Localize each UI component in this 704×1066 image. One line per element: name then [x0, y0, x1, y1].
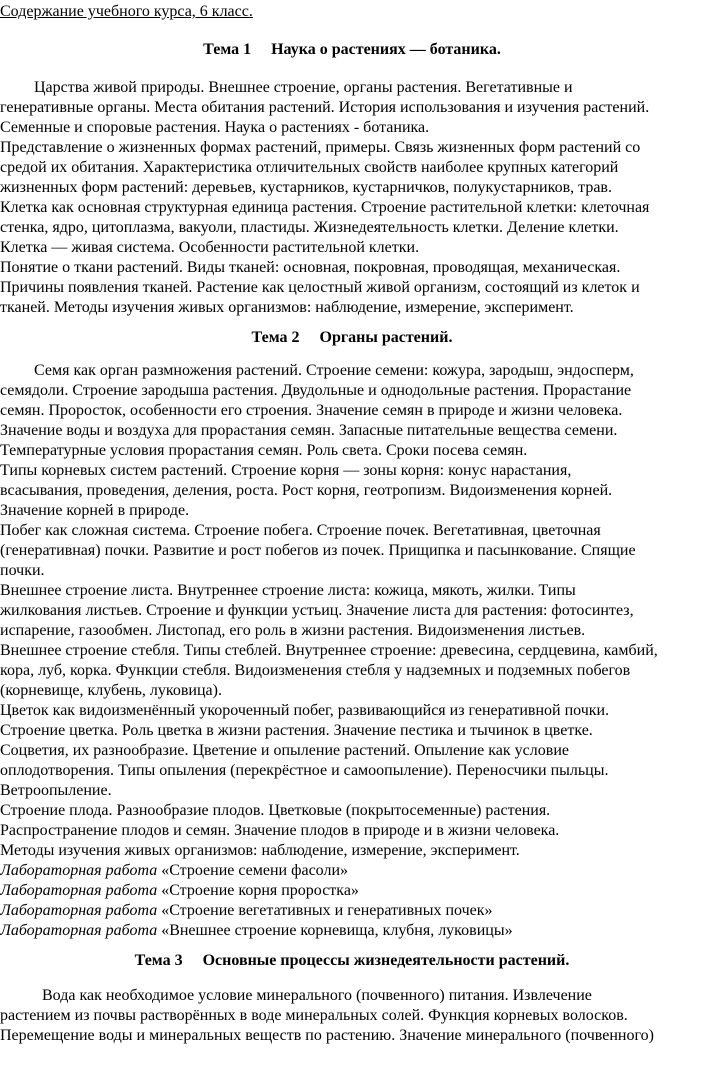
- lab-work-prefix: Лабораторная работа: [0, 862, 158, 879]
- paragraph-line: семян. Проросток, особенности его строения. Значение семян в природе и жизни человека.: [0, 402, 623, 419]
- lab-work-item: [0, 881, 359, 901]
- paragraph-line: Методы изучения живых организмов: наблюдение, измерение, эксперимент.: [0, 842, 520, 859]
- paragraph-line: семядоли. Строение зародыша растения. Двудольные и однодольные растения. Прорастание: [0, 382, 632, 399]
- paragraph-line: Царства живой природы. Внешнее строение, органы растения. Вегетативные и: [34, 79, 573, 96]
- topic-title-2: Органы растений.: [319, 329, 453, 346]
- course-title: Содержание учебного курса, 6 класс.: [0, 3, 253, 20]
- paragraph-line: Клетка — живая система. Особенности растительной клетки.: [0, 239, 420, 256]
- lab-work-title: «Строение семени фасоли»: [161, 862, 349, 879]
- paragraph-line: Перемещение воды и минеральных веществ по растению. Значение минерального (почвенного): [0, 1027, 654, 1044]
- paragraph-line: (корневище, клубень, луковица).: [0, 682, 222, 699]
- paragraph-line: жилкования листьев. Строение и функции устьиц. Значение листа для растения: фотосинтез,: [0, 602, 634, 619]
- topic-title-3: Основные процессы жизнедеятельности растений.: [202, 952, 570, 969]
- paragraph-line: тканей. Методы изучения живых организмов: наблюдение, измерение, эксперимент.: [0, 299, 574, 316]
- paragraph-line: Клетка как основная структурная единица растения. Строение растительной клетки: клеточная: [0, 199, 650, 216]
- paragraph-line: Внешнее строение стебля. Типы стеблей. Внутреннее строение: древесина, сердцевина, камбий,: [0, 642, 658, 659]
- topic-heading-2: [0, 328, 704, 348]
- paragraph-line: Вода как необходимое условие минерального (почвенного) питания. Извлечение: [42, 987, 592, 1004]
- lab-work-title: «Строение корня проростка»: [161, 882, 359, 899]
- paragraph-line: Побег как сложная система. Строение побега. Строение почек. Вегетативная, цветочная: [0, 522, 601, 539]
- lab-work-title: «Внешнее строение корневища, клубня, луковицы»: [161, 922, 513, 939]
- paragraph-line: Соцветия, их разнообразие. Цветение и опыление растений. Опыление как условие: [0, 742, 569, 759]
- topic-label-1: Тема 1: [203, 41, 252, 58]
- paragraph-line: Семя как орган размножения растений. Строение семени: кожура, зародыш, эндосперм,: [34, 362, 634, 379]
- paragraph-line: Температурные условия прорастания семян. Роль света. Сроки посева семян.: [0, 442, 528, 459]
- lab-work-item: [0, 901, 493, 921]
- paragraph-line: испарение, газообмен. Листопад, его роль в жизни растения. Видоизменения листьев.: [0, 622, 586, 639]
- paragraph-line: Распространение плодов и семян. Значение плодов в природе и в жизни человека.: [0, 822, 560, 839]
- paragraph-line: всасывания, проведения, деления, роста. Рост корня, геотропизм. Видоизменения корней.: [0, 482, 613, 499]
- lab-work-item: [0, 921, 513, 941]
- paragraph-line: стенка, ядро, цитоплазма, вакуоли, пластиды. Жизнедеятельность клетки. Деление клетки.: [0, 219, 619, 236]
- paragraph-line: почки.: [0, 562, 45, 579]
- paragraph-line: Строение цветка. Роль цветка в жизни растения. Значение пестика и тычинок в цветке.: [0, 722, 593, 739]
- lab-work-item: [0, 861, 348, 881]
- paragraph-line: Причины появления тканей. Растение как целостный живой организм, состоящий из клеток и: [0, 279, 640, 296]
- paragraph-line: Ветроопыление.: [0, 782, 112, 799]
- paragraph-line: Значение корней в природе.: [0, 502, 190, 519]
- lab-work-prefix: Лабораторная работа: [0, 922, 158, 939]
- paragraph-line: Внешнее строение листа. Внутреннее строение листа: кожица, мякоть, жилки. Типы: [0, 582, 576, 599]
- paragraph-line: Значение воды и воздуха для прорастания семян. Запасные питательные вещества семени.: [0, 422, 618, 439]
- paragraph-line: генеративные органы. Места обитания растений. История использования и изучения растений.: [0, 99, 650, 116]
- paragraph-line: жизненных форм растений: деревьев, кустарников, кустарничков, полукустарников, трав.: [0, 179, 612, 196]
- lab-work-title: «Строение вегетативных и генеративных почек»: [161, 902, 493, 919]
- paragraph-line: растением из почвы растворённых в воде минеральных солей. Функция корневых волосков.: [0, 1007, 628, 1024]
- paragraph-line: кора, луб, корка. Функции стебля. Видоизменения стебля у надземных и подземных побегов: [0, 662, 631, 679]
- topic-title-1: Наука о растениях — ботаника.: [271, 41, 501, 58]
- paragraph-line: оплодотворения. Типы опыления (перекрёстное и самоопыление). Переносчики пыльцы.: [0, 762, 609, 779]
- topic-label-3: Тема 3: [134, 952, 183, 969]
- paragraph-line: Цветок как видоизменённый укороченный побег, развивающийся из генеративной почки.: [0, 702, 610, 719]
- paragraph-line: Семенные и споровые растения. Наука о растениях - ботаника.: [0, 119, 430, 136]
- paragraph-line: Типы корневых систем растений. Строение корня — зоны корня: конус нарастания,: [0, 462, 572, 479]
- paragraph-line: Понятие о ткани растений. Виды тканей: основная, покровная, проводящая, механическая.: [0, 259, 621, 276]
- topic-heading-1: [0, 40, 704, 60]
- paragraph-line: (генеративная) почки. Развитие и рост побегов из почек. Прищипка и пасынкование. Спящие: [0, 542, 636, 559]
- paragraph-line: средой их обитания. Характеристика отличительных свойств наиболее крупных категорий: [0, 159, 619, 176]
- topic-label-2: Тема 2: [251, 329, 300, 346]
- lab-work-prefix: Лабораторная работа: [0, 882, 158, 899]
- paragraph-line: Представление о жизненных формах растений, примеры. Связь жизненных форм растений со: [0, 139, 641, 156]
- topic-heading-3: [0, 951, 704, 971]
- paragraph-line: Строение плода. Разнообразие плодов. Цветковые (покрытосеменные) растения.: [0, 802, 551, 819]
- lab-work-prefix: Лабораторная работа: [0, 902, 158, 919]
